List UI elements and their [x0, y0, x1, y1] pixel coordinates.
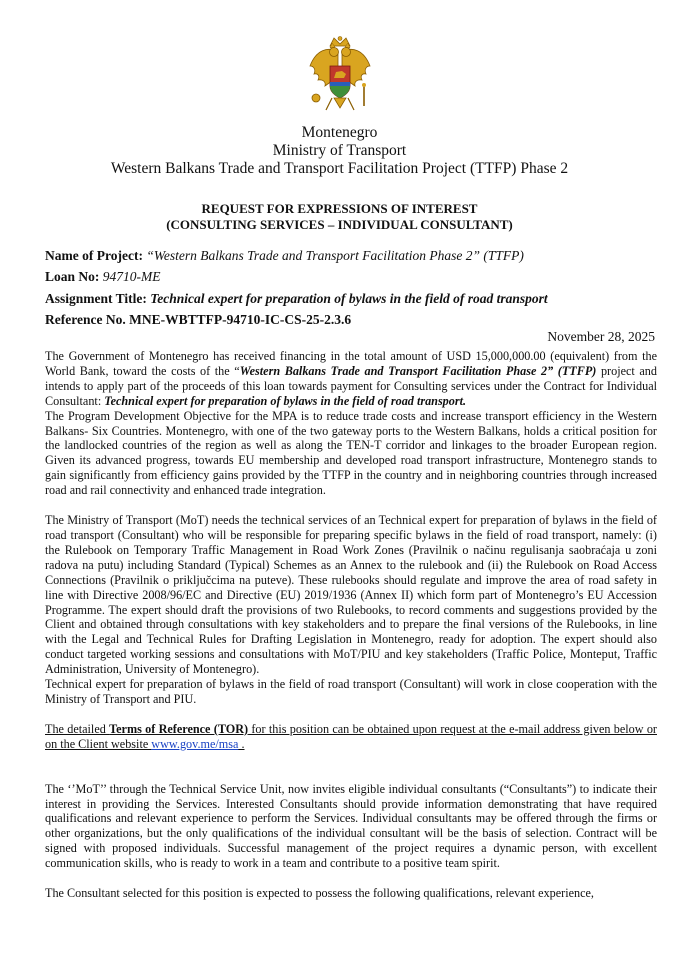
paragraph-services: The Ministry of Transport (MoT) needs the technical services of an Technical expert for preparation of bylaws in the field of road transport (Consultant) who will be responsible for preparing specific bylaws in the field of road transport, namely: (i) the Rulebook on Temporary Traffic Management in Road Work Zones (Pravilnik o načinu regulisanja saobraćaja u zoni radova na putu) including Standard (Typical) Schemes as an Annex to the rulebook and (ii) the Rulebook on Road Access Connections (Pravilnik o priključcima na puteve). These rulebooks should regulate and improve the area of road safety in line with Directive 2008/96/EC and Directive (EU) 2019/1936 (Annex II) which form part of Montenegro’s EU Accession Programme. The expert should draft the provisions of two Rulebooks, to record comments and suggestions provided by the Client and obtained through consultations with key stakeholders and to prepare the final versions of the Rulebooks, in line with the Legal and Technical Rules for Drafting Legislation in Montenegro, ready for adoption. The expert should also conduct targeted working sessions and consultations with MoT/PIU and key stakeholders (Traffic Police, Monteput, Traffic Administration, University of Montenegro). [45, 513, 657, 677]
assignment-line [45, 291, 548, 307]
project-label: Name of Project: [45, 248, 143, 263]
header-country: Montenegro [301, 124, 378, 141]
paragraph-cooperation: Technical expert for preparation of bylaws in the field of road transport (Consultant) will work in close cooperation with the Ministry of Transport and PIU. [45, 677, 657, 706]
document-subtitle: (CONSULTING SERVICES – INDIVIDUAL CONSULTANT) [166, 217, 513, 232]
client-website-link[interactable]: www.gov.me/msa [151, 736, 239, 751]
reference-number: Reference No. MNE-WBTTFP-94710-IC-CS-25-2.3.6 [45, 312, 352, 327]
paragraph-objective: The Program Development Objective for the MPA is to reduce trade costs and increase transport efficiency in the Western Balkans- Six Countries. Montenegro, with one of the two gateway ports to the Western Balkans, holds a critical position for the landlocked countries of the region as well as along the TEN-T corridor and linkages to the broader European region. Given its advanced progress, towards EU membership and developed road transport infrastructure, Montenegro stands to gain significantly from efficiency gains provided by the TTFP in the country and in neighboring countries through increased road and rail connectivity and enhanced trade integration. [45, 408, 657, 498]
project-value: “Western Balkans Trade and Transport Facilitation Phase 2” (TTFP) [146, 248, 524, 263]
tor-label: Terms of Reference (TOR) [109, 721, 249, 736]
loan-value: 94710-ME [102, 269, 161, 284]
paragraph-tor: The detailed Terms of Reference (TOR) for this position can be obtained upon request at the e-mail address given below or on the Client website www.gov.me/msa . [45, 721, 657, 751]
header-ministry: Ministry of Transport [272, 142, 407, 159]
paragraph-qualifications: The Consultant selected for this position is expected to possess the following qualifications, relevant experience, [45, 886, 594, 901]
coat-of-arms-icon [308, 36, 372, 122]
document-title: REQUEST FOR EXPRESSIONS OF INTEREST [201, 201, 478, 216]
loan-line [45, 269, 161, 285]
project-name-line [45, 248, 524, 264]
header-project: Western Balkans Trade and Transport Facilitation Project (TTFP) Phase 2 [110, 160, 569, 177]
paragraph-invitation: The ‘’MoT’’ through the Technical Service Unit, now invites eligible individual consultants (“Consultants”) to indicate their interest in providing the Services. Interested Consultants should provide information demonstrating that have required qualifications and relevant experience to perform the Services. Individual consultants may be offered through the firms or other organizations, but the only qualifications of the individual consultant will be the basis of selection. Contract will be signed with proposed individuals. Successful management of the project requires a dynamic person, with excellent communication skills, who is ready to work in a team and contribute to a positive team spirit. [45, 781, 657, 871]
body-text [45, 349, 657, 901]
paragraph-financing: The Government of Montenegro has received financing in the total amount of USD 15,000,000.00 (equivalent) from the World Bank, toward the costs of the “Western Balkans Trade and Transport Facilitation Phase 2” (TTFP) project and intends to apply part of the proceeds of this loan towards payment for Consulting services under the Contract for Individual Consultant: Technical expert for preparation of bylaws in the field of road transport. [45, 349, 657, 408]
loan-label: Loan No: [45, 269, 100, 284]
reference-line [45, 312, 351, 328]
assignment-value: Technical expert for preparation of bylaws in the field of road transport [150, 291, 548, 306]
document-date: November 28, 2025 [547, 329, 655, 344]
assignment-label: Assignment Title: [45, 291, 147, 306]
